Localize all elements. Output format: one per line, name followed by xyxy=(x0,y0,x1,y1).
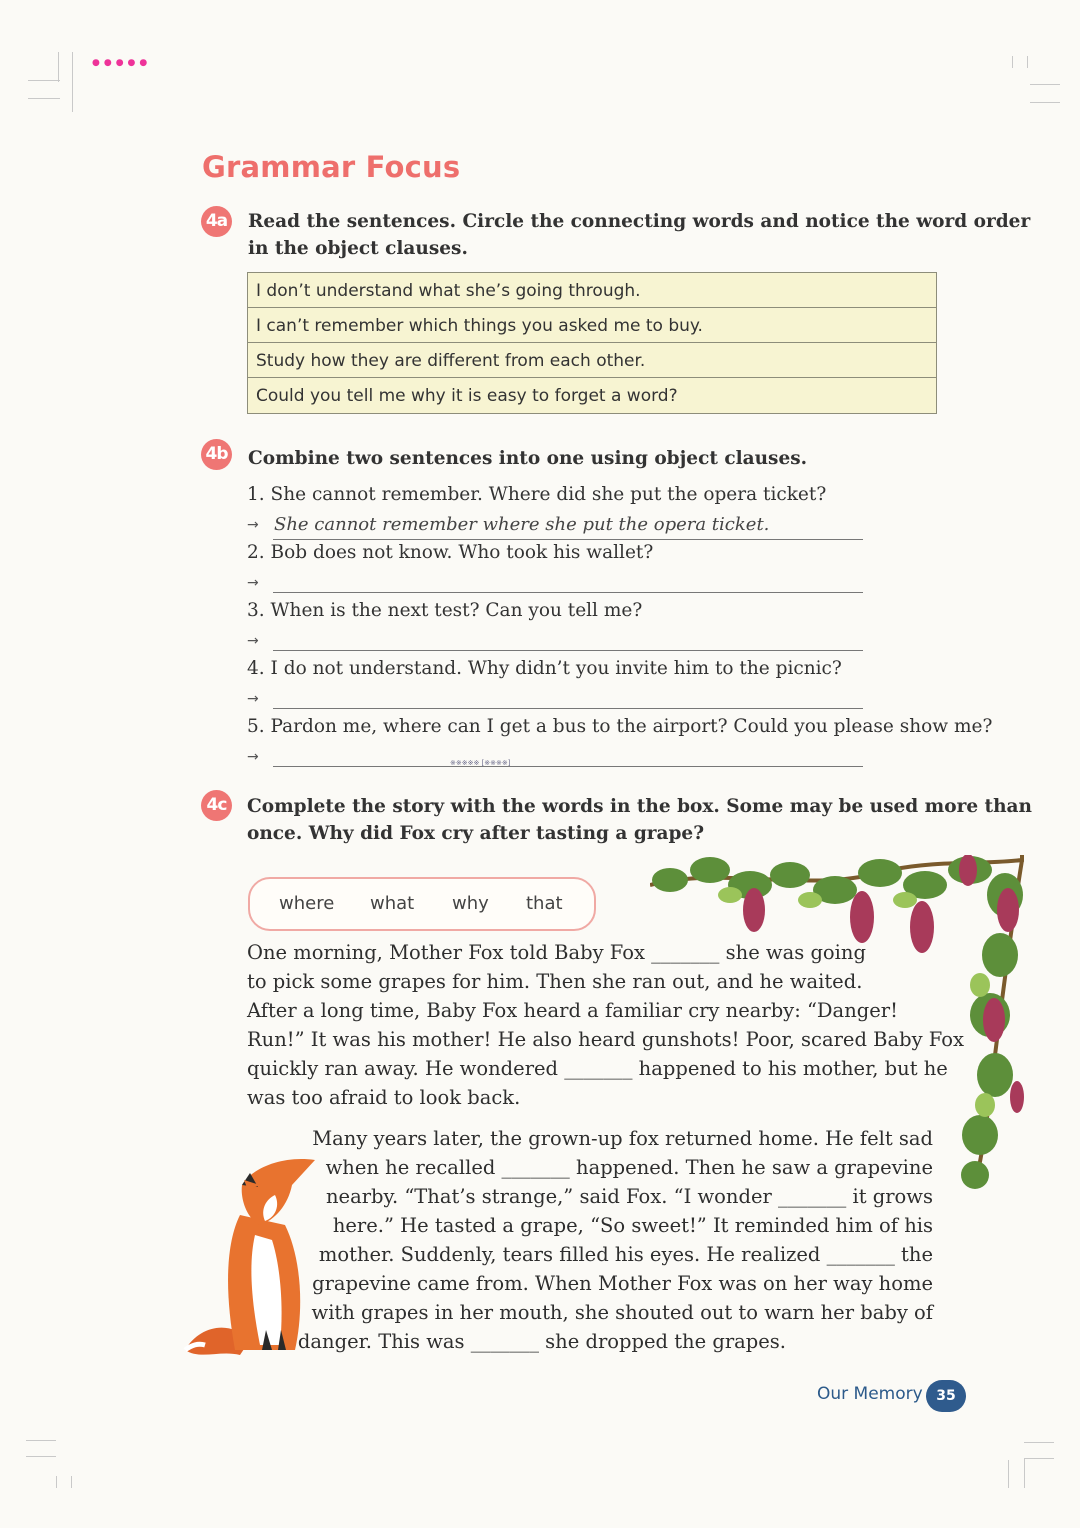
story-line: Run!” It was his mother! He also heard gunshots! Poor, scared Baby Fox xyxy=(247,1028,964,1051)
arrow-icon: → xyxy=(247,633,259,649)
arrow-icon: → xyxy=(247,575,259,591)
answer-line-1[interactable] xyxy=(273,539,863,540)
crop-mark xyxy=(1012,56,1013,68)
crop-mark xyxy=(28,98,60,99)
answer-line-4[interactable] xyxy=(273,708,863,709)
arrow-icon: → xyxy=(247,691,259,707)
word-where: where xyxy=(279,893,335,914)
color-registration-dots: ●●●●● xyxy=(92,58,152,68)
crop-mark xyxy=(1030,84,1060,85)
crop-mark xyxy=(1030,102,1060,103)
instruction-line: once. Why did Fox cry after tasting a grape? xyxy=(247,823,705,844)
story-line: nearby. “That’s strange,” said Fox. “I wonder _______ it grows xyxy=(325,1185,933,1208)
crop-mark xyxy=(71,1476,72,1488)
instruction-4a xyxy=(248,208,1030,262)
story-line: mother. Suddenly, tears filled his eyes. He realized _______ the xyxy=(318,1243,933,1266)
story-line: to pick some grapes for him. Then she ran out, and he waited. xyxy=(247,970,863,993)
question-5: 5. Pardon me, where can I get a bus to the airport? Could you please show me? xyxy=(247,716,993,737)
story-line: here.” He tasted a grape, “So sweet!” It reminded him of his xyxy=(332,1214,933,1237)
story-line: danger. This was _______ she dropped the grapes. xyxy=(297,1330,786,1353)
answer-1: She cannot remember where she put the opera ticket. xyxy=(274,514,770,535)
crop-mark xyxy=(26,1456,56,1457)
table-row: Could you tell me why it is easy to forget a word? xyxy=(256,386,678,406)
badge-4c: 4c xyxy=(201,790,232,821)
crop-mark xyxy=(1024,1458,1054,1459)
instruction-line: Read the sentences. Circle the connecting words and notice the word order xyxy=(248,211,1031,232)
story-line: quickly ran away. He wondered _______ happened to his mother, but he xyxy=(247,1057,948,1080)
crop-mark xyxy=(26,1440,56,1441)
watermark: ※※※※※ [※※※※] xyxy=(450,759,511,767)
story-paragraph-1 xyxy=(247,938,964,1112)
word-that: that xyxy=(526,893,563,914)
question-2: 2. Bob does not know. Who took his wallet? xyxy=(247,542,654,563)
crop-mark xyxy=(56,1476,57,1488)
sentence-table xyxy=(247,272,937,414)
table-row: Study how they are different from each other. xyxy=(248,343,936,378)
story-line: grapevine came from. When Mother Fox was on her way home xyxy=(312,1272,933,1295)
crop-mark xyxy=(1027,56,1028,68)
answer-line-5[interactable] xyxy=(273,766,863,767)
story-line: with grapes in her mouth, she shouted out to warn her baby of xyxy=(311,1301,933,1324)
word-why: why xyxy=(452,893,489,914)
section-title: Grammar Focus xyxy=(202,150,461,184)
question-1: 1. She cannot remember. Where did she put the opera ticket? xyxy=(247,484,827,505)
instruction-line: in the object clauses. xyxy=(248,238,468,259)
instruction-4c xyxy=(247,793,1032,847)
arrow-icon: → xyxy=(247,749,259,765)
answer-line-2[interactable] xyxy=(273,592,863,593)
table-row: I can’t remember which things you asked me to buy. xyxy=(248,308,936,343)
arrow-icon: → xyxy=(247,517,259,533)
story-paragraph-2 xyxy=(0,1124,933,1356)
unit-title: Our Memory xyxy=(817,1384,923,1404)
story-line: Many years later, the grown-up fox returned home. He felt sad xyxy=(312,1127,933,1150)
word-what: what xyxy=(370,893,415,914)
crop-mark xyxy=(72,52,73,112)
crop-mark xyxy=(1024,1458,1025,1488)
table-row: I don’t understand what she’s going through. xyxy=(248,273,936,308)
question-4: 4. I do not understand. Why didn’t you invite him to the picnic? xyxy=(247,658,842,679)
story-line: One morning, Mother Fox told Baby Fox _______ she was going xyxy=(247,941,866,964)
instruction-4b: Combine two sentences into one using object clauses. xyxy=(248,448,808,469)
badge-4a: 4a xyxy=(201,206,232,237)
story-line: when he recalled _______ happened. Then he saw a grapevine xyxy=(325,1156,933,1179)
instruction-line: Complete the story with the words in the box. Some may be used more than xyxy=(247,796,1032,817)
story-line: After a long time, Baby Fox heard a familiar cry nearby: “Danger! xyxy=(247,999,898,1022)
crop-mark xyxy=(58,52,59,82)
story-line: was too afraid to look back. xyxy=(247,1086,521,1109)
crop-mark xyxy=(1008,1460,1009,1488)
question-3: 3. When is the next test? Can you tell me? xyxy=(247,600,643,621)
crop-mark xyxy=(1024,1442,1054,1443)
badge-4b: 4b xyxy=(201,439,232,470)
answer-line-3[interactable] xyxy=(273,650,863,651)
crop-mark xyxy=(28,80,60,81)
word-box xyxy=(248,877,596,931)
page-number: 35 xyxy=(926,1380,966,1412)
